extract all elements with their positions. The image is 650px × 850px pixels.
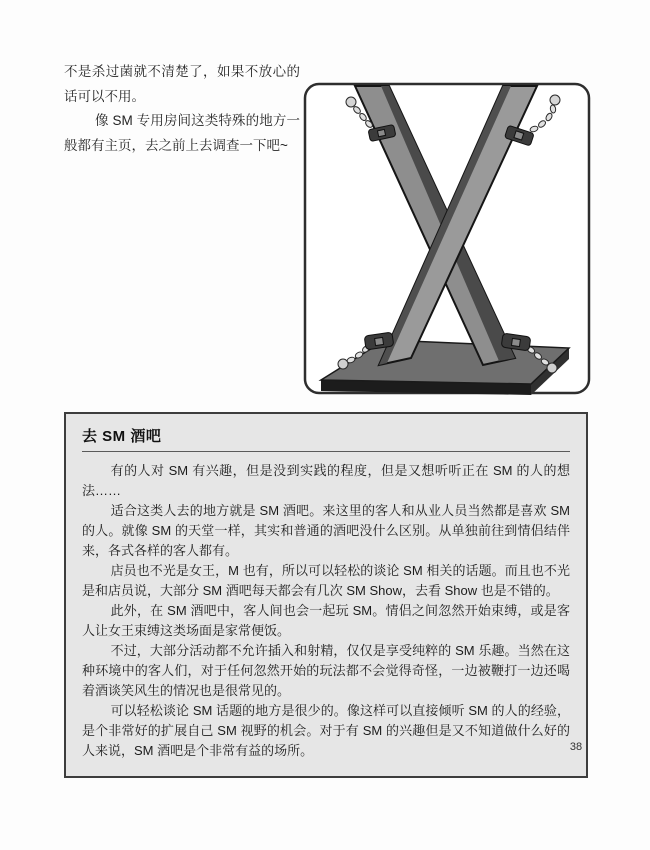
section-paragraph: 有的人对 SM 有兴趣，但是没到实践的程度，但是又想听听正在 SM 的人的想法…… bbox=[82, 463, 570, 498]
intro-paragraph: 像 SM 专用房间这类特殊的地方一般都有主页，去之前上去调查一下吧~ bbox=[64, 113, 300, 153]
title-divider bbox=[82, 451, 570, 452]
section-title: 去 SM 酒吧 bbox=[82, 428, 162, 445]
intro-paragraph: 不是杀过菌就不清楚了，如果不放心的话可以不用。 bbox=[64, 64, 300, 104]
section-paragraph: 店员也不光是女王，M 也有，所以可以轻松的谈论 SM 相关的话题。而且也不光是和店员说，大部分 SM 酒吧每天都会有几次 SM Show，去看 Show 也是不错的。 bbox=[82, 563, 570, 598]
page-number: 38 bbox=[569, 741, 583, 753]
section-paragraph: 可以轻松谈论 SM 话题的地方是很少的。像这样可以直接倾听 SM 的人的经验，是个非常好的扩展自己 SM 视野的机会。对于有 SM 的兴趣但是又不知道做什么好的人来说，SM 酒吧是个非常有益的场所。 bbox=[82, 703, 570, 758]
section-box bbox=[64, 412, 588, 778]
section-paragraph: 适合这类人去的地方就是 SM 酒吧。来这里的客人和从业人员当然都是喜欢 SM 的人。就像 SM 的天堂一样，其实和普通的酒吧没什么区别。从单独前往到情侣结伴来，各式各样的客人都有。 bbox=[82, 503, 570, 558]
cross-frame-drawing bbox=[303, 82, 591, 395]
intro-text-block bbox=[64, 60, 300, 158]
cross-frame-illustration bbox=[303, 82, 591, 395]
section-paragraph: 此外，在 SM 酒吧中，客人间也会一起玩 SM。情侣之间忽然开始束缚，或是客人让女王束缚这类场面是家常便饭。 bbox=[82, 603, 570, 638]
section-paragraph: 不过，大部分活动都不允许插入和射精，仅仅是享受纯粹的 SM 乐趣。当然在这种环境中的客人们，对于任何忽然开始的玩法都不会觉得奇怪，一边被鞭打一边还喝着酒谈笑风生的情况也是很常见的。 bbox=[82, 643, 570, 698]
